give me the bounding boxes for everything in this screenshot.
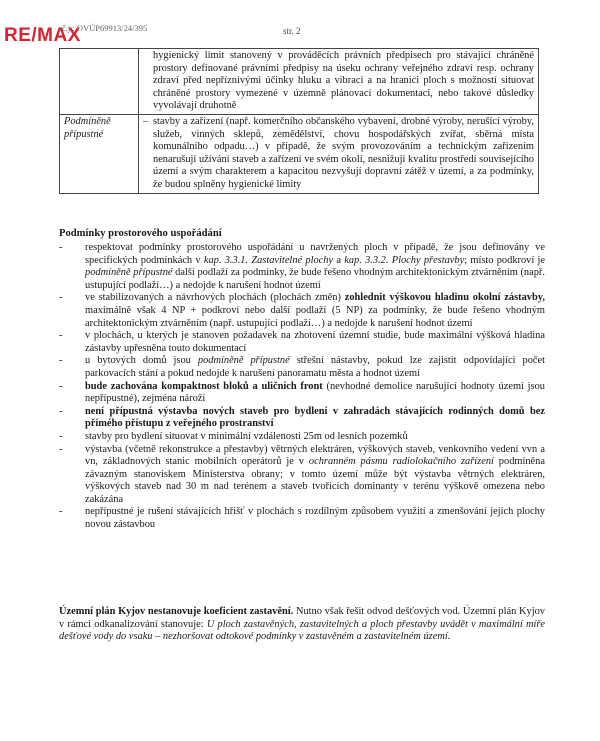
document-id: č.j.: OVÚP69913/24/395 — [62, 23, 148, 33]
text-italic: ochranném pásmu radiolokačního zařízení — [308, 456, 494, 468]
bullet: - — [59, 292, 63, 304]
bullet: - — [59, 380, 63, 392]
spatial-conditions-section — [59, 227, 545, 532]
list-item — [59, 431, 545, 444]
bullet: - — [59, 405, 63, 417]
list-item — [59, 292, 545, 330]
table-row — [60, 114, 539, 193]
text-bold: zohlednit výškovou hladinu okolní zástavby, — [344, 292, 545, 304]
bullet: - — [59, 330, 63, 342]
table-cell-text — [139, 114, 539, 193]
text: výstavba (včetně rekonstrukce a přestavby) větrných elektráren, výškových staveb, venkovního vedení vvn a vn, základnových stanic mobilních operátorů je v — [85, 443, 545, 468]
conditions-table — [59, 48, 539, 194]
text-bold: bude zachována kompaktnost bloků a uličních front — [85, 380, 323, 392]
list-item — [59, 506, 545, 531]
remax-logo: RE/MAX — [4, 25, 81, 46]
text: střešní nástavby, pokud lze zajistit odpovídající počet parkovacích stání a pokud nedojde k narušení panoramatu města a hodnot území — [85, 355, 546, 379]
list-item — [59, 330, 545, 355]
text: a — [333, 254, 345, 266]
list-item — [59, 242, 545, 292]
table-cell-text: hygienický limit stanovený v prováděcích právních předpisech pro stávající chráněné prostory definované právními předpisy na úseku ochrany veřejného zdraví resp. ochrany zdraví před nepříznivými účinky hluku a vibrací a na hranici ploch s možností situovat chráněné prostory vymezené v územně plánovací dokumentaci, nebo takové důsledky vyvolávají druhotně — [139, 49, 539, 115]
text: ; místo podkroví je — [464, 254, 546, 266]
list-item — [59, 355, 545, 380]
table-row — [60, 49, 539, 115]
list-item — [59, 444, 545, 507]
text: u bytových domů jsou — [85, 355, 198, 367]
text-italic: kap. 3.3.1. Zastavitelné plochy — [203, 254, 334, 266]
page-number: str. 2 — [283, 26, 301, 36]
cell-text: stavby a zařízení (např. komerčního občanského vybavení, drobné výroby, nerušící výroby, služeb, vinných sklepů, zemědělství, chovu hospodářských zvířat, sběrná místa komunálního odpadu…) v případě, že svým provozováním a technickým zařízením nenarušují užívání staveb a zařízení ve svém okolí, nesnižují kvalitu prostředí souvisejícího území a svým charakterem a kapacitou nezvyšují dopravní zátěž v území, a za podmínky, že budou splněny hygienické limity — [153, 115, 534, 190]
text-bold: není přípustná výstavba nových staveb pro bydlení v zahradách stávajících rodinných domů bez přímého přístupu z veřejného prostranství — [85, 405, 545, 430]
text: stavby pro bydlení situovat v minimální vzdálenosti 25m od lesních pozemků — [85, 430, 408, 442]
final-paragraph — [59, 606, 545, 644]
text-italic: podmíněně přípustné — [85, 267, 173, 279]
text: nepřípustné je rušení stávajících hřišť v plochách s rozdílným způsobem využití a zmenšování jejich plochy novou zástavbou — [85, 506, 545, 531]
bullet: - — [59, 430, 63, 442]
table-cell-empty — [60, 49, 139, 115]
text: (nevhodné demolice narušující hodnoty území jsou nepřípustné), zejména nároží — [85, 380, 545, 405]
text-italic: U ploch zastavěných, zastavitelných a ploch přestavby uvádět v maximální míře dešťové vody do vsaku – nezhoršovat odtokové podmínky v zastavěném a zastavitelném území. — [59, 618, 545, 643]
text: respektovat podmínky prostorového uspořádání u navržených ploch v případě, že jsou definovány ve specifických podmínkách v — [85, 242, 545, 266]
dash-marker: – — [143, 115, 149, 127]
bullet: - — [59, 443, 63, 455]
bullet: - — [59, 242, 63, 253]
text: další podlaží za podmínky, že bude řešeno vhodným architektonickým ztvárněním (např. ustupující podlaží…) a nedojde k narušení hodnot území — [85, 267, 545, 291]
table-cell-label: Podmíněně přípustné — [60, 114, 139, 193]
bullet: - — [59, 355, 63, 367]
text: v plochách, u kterých je stanoven požadavek na zhotovení územní studie, bude maximální výšková hladina zástavby upřesněna touto dokumentací — [85, 330, 545, 354]
bullet: - — [59, 506, 63, 518]
text-italic: kap. 3.3.2. Plochy přestavby — [344, 254, 465, 266]
list-item — [59, 406, 545, 431]
text-bold: Územní plán Kyjov nestanovuje koeficient zastavění. — [59, 606, 294, 617]
text-italic: podmíněně přípustné — [197, 355, 290, 367]
text: maximálně však 4 NP + podkroví nebo další podlaží (5 NP) za podmínky, že bude řešeno vhodným architektonickým ztvárněním (např. ustupující podlaží…) a nedojde k narušení hodnot území — [85, 304, 545, 329]
conditions-list — [59, 242, 545, 532]
text: Nutno však řešit odvod dešťových vod. Územní plán Kyjov v rámci odkanalizování stanovuje: — [59, 606, 545, 630]
text: ve stabilizovaných a návrhových plochách (plochách změn) — [85, 292, 345, 304]
list-item — [59, 381, 545, 406]
section-heading: Podmínky prostorového uspořádání — [59, 228, 222, 239]
text: podmíněna závazným stanoviskem Ministerstva obrany; v tomto území může být výstavba větrných elektráren, výškových staveb nad 30 m nad terénem a staveb tvořících dominanty v terénu výškově omezena nebo zakázána — [85, 456, 545, 505]
